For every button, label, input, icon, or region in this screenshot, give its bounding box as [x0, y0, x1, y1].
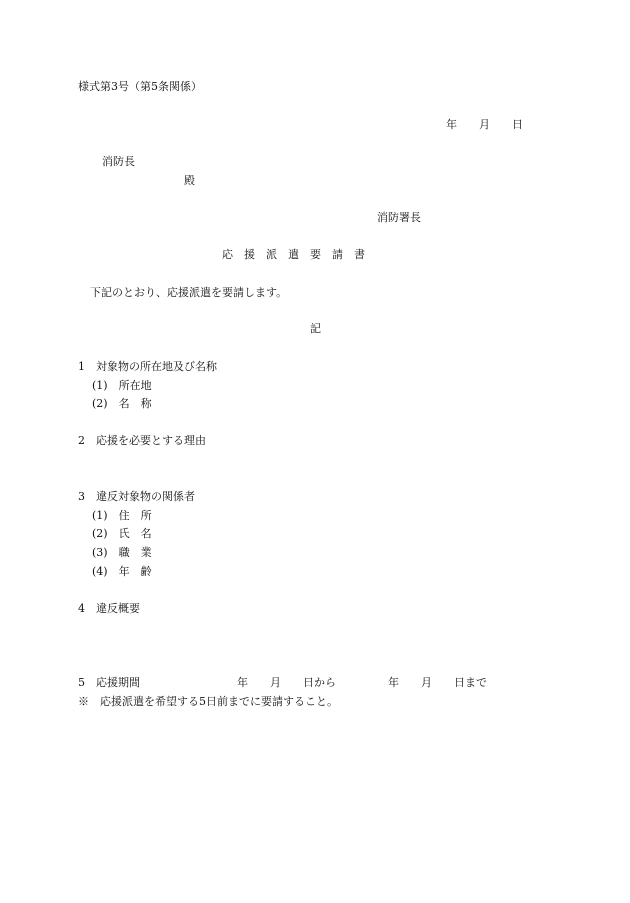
section-5-from-date: 年 月 日から — [237, 676, 336, 689]
form-number: 様式第3号（第5条関係） — [78, 80, 202, 93]
sender-title: 消防署長 — [377, 211, 421, 224]
document-title: 応 援 派 遣 要 請 書 — [222, 248, 365, 261]
section-3-item-fullname: (2) 氏 名 — [92, 527, 152, 540]
section-1-item-location: (1) 所在地 — [92, 379, 152, 392]
intro-text: 下記のとおり、応援派遣を要請します。 — [90, 286, 288, 299]
section-3-heading: 3 違反対象物の関係者 — [78, 490, 195, 503]
section-2-heading: 2 応援を必要とする理由 — [78, 434, 206, 447]
section-3-item-age: (4) 年 齢 — [92, 565, 152, 578]
section-1-item-name: (2) 名 称 — [92, 397, 152, 410]
section-5-label: 5 応援期間 — [78, 676, 140, 689]
section-3-item-occupation: (3) 職 業 — [92, 546, 152, 559]
ki-label: 記 — [310, 322, 321, 335]
section-3-item-address: (1) 住 所 — [92, 509, 152, 522]
recipient-title: 消防長 — [102, 155, 135, 168]
section-1-heading: 1 対象物の所在地及び名称 — [78, 360, 217, 373]
recipient-honorific: 殿 — [184, 174, 195, 187]
date-line: 年 月 日 — [446, 118, 523, 131]
section-4-heading: 4 違反概要 — [78, 602, 140, 615]
section-5-to-date: 年 月 日まで — [388, 676, 487, 689]
footnote: ※ 応援派遣を希望する5日前までに要請すること。 — [78, 695, 338, 708]
